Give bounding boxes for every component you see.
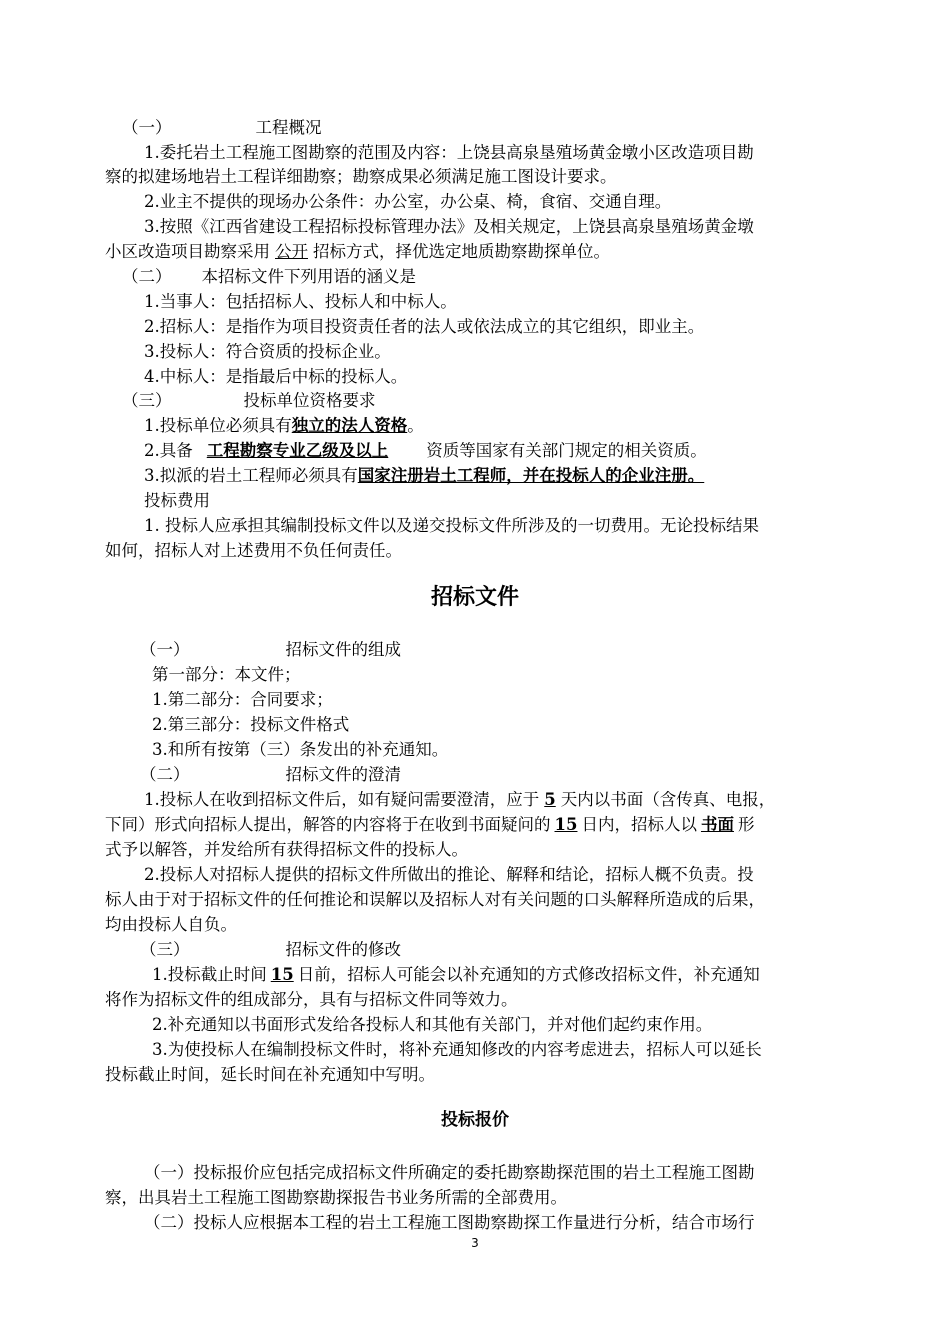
heading-clarification: （二） 招标文件的澄清	[140, 765, 401, 784]
response-form: 书面	[700, 815, 734, 834]
paragraph-line: 将作为招标文件的组成部分，具有与招标文件同等效力。	[105, 990, 518, 1009]
paragraph-line: 下同）形式向招标人提出，解答的内容将于在收到书面疑问的 15 日内，招标人以 书面 形	[105, 815, 755, 834]
emphasis-text: 工程勘察专业乙级及以上	[206, 441, 389, 460]
qualification-line: 3.拟派的岩土工程师必须具有国家注册岩土工程师，并在投标人的企业注册。	[144, 466, 705, 485]
section-heading-tender-documents: 招标文件	[430, 585, 519, 610]
definition-line: 4.中标人：是指最后中标的投标人。	[144, 367, 408, 386]
section-heading-bid-price: 投标报价	[441, 1110, 509, 1130]
qualification-line: 2.具备 工程勘察专业乙级及以上 资质等国家有关部门规定的相关资质。	[144, 441, 707, 460]
list-item: 1.第二部分：合同要求；	[152, 690, 333, 709]
paragraph-line: （一）投标报价应包括完成招标文件所确定的委托勘察勘探范围的岩土工程施工图勘	[144, 1163, 755, 1182]
paragraph-line: 小区改造项目勘察采用 公开 招标方式，择优选定地质勘察勘探单位。	[105, 242, 610, 261]
paragraph-line: 1.委托岩土工程施工图勘察的范围及内容：上饶县高泉垦殖场黄金墩小区改造项目勘	[144, 143, 754, 162]
paragraph-line: 1. 投标人应承担其编制投标文件以及递交投标文件所涉及的一切费用。无论投标结果	[144, 516, 759, 535]
paragraph-line: 3.为使投标人在编制投标文件时，将补充通知修改的内容考虑进去，招标人可以延长	[152, 1040, 762, 1059]
paragraph-line: 察的拟建场地岩土工程详细勘察；勘察成果必须满足施工图设计要求。	[105, 167, 617, 186]
list-item: 3.和所有按第（三）条发出的补充通知。	[152, 740, 449, 759]
page-number: 3	[471, 1236, 479, 1250]
paragraph-line: 1.投标人在收到招标文件后，如有疑问需要澄清，应于 5 天内以书面（含传真、电报，	[144, 790, 776, 809]
paragraph-line: 2.投标人对招标人提供的招标文件所做出的推论、解释和结论，招标人概不负责。投	[144, 865, 754, 884]
days-value: 15	[270, 965, 294, 984]
bidding-method: 公开	[275, 242, 308, 261]
days-value: 15	[554, 815, 578, 834]
qualification-line: 1.投标单位必须具有独立的法人资格。	[144, 416, 424, 435]
heading-qualification: （三） 投标单位资格要求	[122, 391, 376, 410]
heading-composition: （一） 招标文件的组成	[140, 640, 401, 659]
heading-project-overview: （一） 工程概况	[122, 118, 322, 137]
paragraph-line: （二）投标人应根据本工程的岩土工程施工图勘察勘探工作量进行分析，结合市场行	[144, 1213, 755, 1232]
heading-modification: （三） 招标文件的修改	[140, 940, 401, 959]
paragraph-line: 投标截止时间，延长时间在补充通知中写明。	[105, 1065, 435, 1084]
emphasis-text: 独立的法人资格	[291, 416, 408, 435]
list-item: 2.第三部分：投标文件格式	[152, 715, 350, 734]
definition-line: 3.投标人：符合资质的投标企业。	[144, 342, 391, 361]
paragraph-line: 如何，招标人对上述费用不负任何责任。	[105, 541, 402, 560]
paragraph-line: 标人由于对于招标文件的任何推论和误解以及招标人对有关问题的口头解释所造成的后果，	[105, 890, 765, 909]
paragraph-line: 察，出具岩土工程施工图勘察勘探报告书业务所需的全部费用。	[105, 1188, 567, 1207]
days-value: 5	[544, 790, 556, 809]
paragraph-line: 均由投标人自负。	[105, 915, 237, 934]
paragraph-line: 2.补充通知以书面形式发给各投标人和其他有关部门，并对他们起约束作用。	[152, 1015, 713, 1034]
paragraph-line: 3.按照《江西省建设工程招标投标管理办法》及相关规定，上饶县高泉垦殖场黄金墩	[144, 217, 754, 236]
heading-terms: （二） 本招标文件下列用语的涵义是	[122, 267, 416, 286]
paragraph-line: 式予以解答，并发给所有获得招标文件的投标人。	[105, 840, 468, 859]
definition-line: 1.当事人：包括招标人、投标人和中标人。	[144, 292, 457, 311]
list-item: 第一部分：本文件；	[152, 665, 301, 684]
paragraph-line: 2.业主不提供的现场办公条件：办公室，办公桌、椅，食宿、交通自理。	[144, 192, 672, 211]
paragraph-line: 1.投标截止时间 15 日前，招标人可能会以补充通知的方式修改招标文件，补充通知	[152, 965, 760, 984]
definition-line: 2.招标人：是指作为项目投资责任者的法人或依法成立的其它组织，即业主。	[144, 317, 705, 336]
emphasis-text: 国家注册岩土工程师，并在投标人的企业注册。	[357, 466, 705, 485]
heading-bid-cost: 投标费用	[144, 491, 210, 510]
